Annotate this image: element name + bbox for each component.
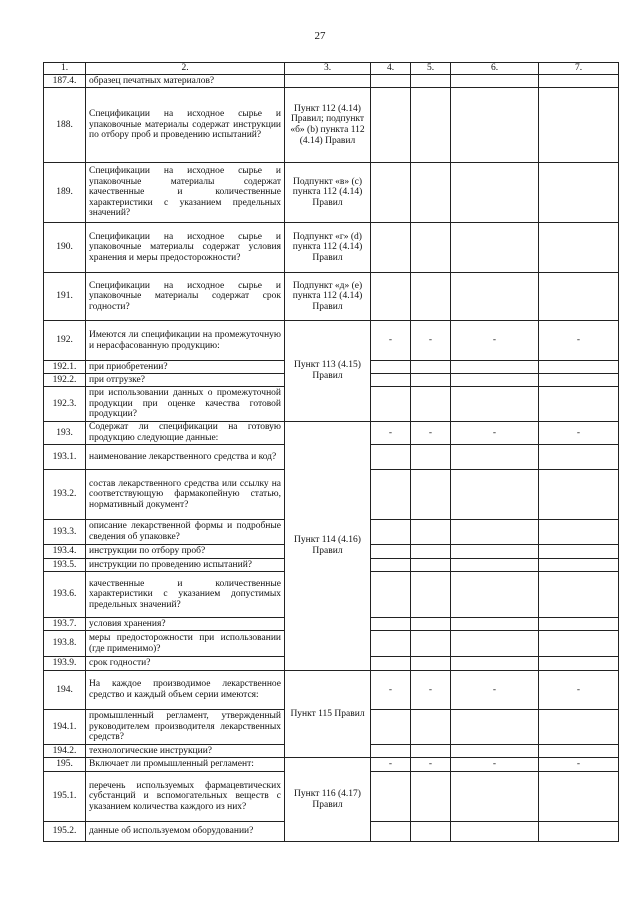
row-number: 192. — [44, 321, 86, 361]
table-row — [44, 88, 619, 163]
row-question: качественные и количественные характеристики с указанием допустимых предельных значений? — [86, 572, 285, 618]
row-reference — [285, 75, 371, 88]
row-number: 195.2. — [44, 822, 86, 842]
row-question: перечень используемых фармацевтических субстанций и вспомогательных веществ с указанием количества каждого из них? — [86, 772, 285, 822]
answer-cell-c7[interactable] — [539, 822, 619, 842]
answer-cell-c5[interactable]: - — [411, 422, 451, 445]
answer-cell-c5[interactable] — [411, 772, 451, 822]
row-question: Спецификации на исходное сырье и упаковочные материалы содержат срок годности? — [86, 273, 285, 321]
answer-cell-c5[interactable] — [411, 520, 451, 545]
answer-cell-c5[interactable]: - — [411, 758, 451, 772]
header-col-6: 6. — [451, 63, 539, 75]
row-reference: Пункт 114 (4.16) Правил — [285, 422, 371, 671]
answer-cell-c7[interactable]: - — [539, 321, 619, 361]
answer-cell-c6[interactable] — [451, 631, 539, 657]
answer-cell-c4[interactable] — [371, 163, 411, 223]
row-question: образец печатных материалов? — [86, 75, 285, 88]
answer-cell-c6[interactable] — [451, 361, 539, 374]
answer-cell-c7[interactable] — [539, 618, 619, 631]
answer-cell-c7[interactable] — [539, 88, 619, 163]
row-number: 193.6. — [44, 572, 86, 618]
table-row — [44, 321, 619, 361]
answer-cell-c4[interactable] — [371, 88, 411, 163]
row-number: 194.2. — [44, 745, 86, 758]
row-question: инструкции по отбору проб? — [86, 545, 285, 559]
row-reference: Пункт 116 (4.17) Правил — [285, 758, 371, 842]
answer-cell-c7[interactable] — [539, 361, 619, 374]
header-col-2: 2. — [86, 63, 285, 75]
answer-cell-c4[interactable] — [371, 470, 411, 520]
answer-cell-c6[interactable] — [451, 710, 539, 745]
row-question: условия хранения? — [86, 618, 285, 631]
answer-cell-c6[interactable] — [451, 618, 539, 631]
answer-cell-c7[interactable] — [539, 374, 619, 387]
row-number: 193.3. — [44, 520, 86, 545]
row-number: 193.8. — [44, 631, 86, 657]
table-row — [44, 223, 619, 273]
row-question: описание лекарственной формы и подробные сведения об упаковке? — [86, 520, 285, 545]
answer-cell-c6[interactable] — [451, 559, 539, 572]
answer-cell-c7[interactable] — [539, 223, 619, 273]
row-question: технологические инструкции? — [86, 745, 285, 758]
row-question: наименование лекарственного средства и код? — [86, 445, 285, 470]
answer-cell-c4[interactable] — [371, 572, 411, 618]
answer-cell-c7[interactable] — [539, 745, 619, 758]
row-question: при использовании данных о промежуточной продукции при оценке качества готовой продукции? — [86, 387, 285, 422]
answer-cell-c4[interactable] — [371, 445, 411, 470]
answer-cell-c5[interactable] — [411, 273, 451, 321]
answer-cell-c4[interactable] — [371, 387, 411, 422]
row-question: при приобретении? — [86, 361, 285, 374]
row-reference: Пункт 112 (4.14) Правил; подпункт «б» (b) пункта 112 (4.14) Правил — [285, 88, 371, 163]
table-row — [44, 273, 619, 321]
row-number: 192.1. — [44, 361, 86, 374]
row-number: 195. — [44, 758, 86, 772]
answer-cell-c7[interactable]: - — [539, 758, 619, 772]
row-question: Спецификации на исходное сырье и упаковочные материалы содержат инструкции по отбору проб и проведению испытаний? — [86, 88, 285, 163]
answer-cell-c4[interactable] — [371, 657, 411, 671]
row-number: 187.4. — [44, 75, 86, 88]
answer-cell-c6[interactable] — [451, 88, 539, 163]
header-col-1: 1. — [44, 63, 86, 75]
answer-cell-c5[interactable] — [411, 470, 451, 520]
answer-cell-c7[interactable] — [539, 387, 619, 422]
row-question: меры предосторожности при использовании (где применимо)? — [86, 631, 285, 657]
answer-cell-c4[interactable] — [371, 361, 411, 374]
row-question: Содержат ли спецификации на готовую продукцию следующие данные: — [86, 422, 285, 445]
table-header-row — [44, 63, 619, 75]
answer-cell-c7[interactable] — [539, 772, 619, 822]
table-row — [44, 671, 619, 710]
answer-cell-c5[interactable] — [411, 223, 451, 273]
answer-cell-c4[interactable] — [371, 822, 411, 842]
answer-cell-c7[interactable] — [539, 559, 619, 572]
answer-cell-c7[interactable] — [539, 710, 619, 745]
row-number: 193.9. — [44, 657, 86, 671]
answer-cell-c5[interactable] — [411, 631, 451, 657]
answer-cell-c4[interactable] — [371, 559, 411, 572]
answer-cell-c5[interactable]: - — [411, 671, 451, 710]
row-number: 193.7. — [44, 618, 86, 631]
answer-cell-c4[interactable] — [371, 273, 411, 321]
answer-cell-c6[interactable] — [451, 822, 539, 842]
answer-cell-c7[interactable]: - — [539, 671, 619, 710]
row-number: 193. — [44, 422, 86, 445]
answer-cell-c4[interactable] — [371, 374, 411, 387]
page-number: 27 — [314, 30, 326, 42]
answer-cell-c7[interactable]: - — [539, 422, 619, 445]
row-question: промышленный регламент, утвержденный руководителем производителя лекарственных средств? — [86, 710, 285, 745]
answer-cell-c6[interactable] — [451, 772, 539, 822]
answer-cell-c6[interactable] — [451, 223, 539, 273]
row-number: 192.3. — [44, 387, 86, 422]
answer-cell-c7[interactable] — [539, 572, 619, 618]
answer-cell-c6[interactable] — [451, 657, 539, 671]
table-row — [44, 163, 619, 223]
header-col-5: 5. — [411, 63, 451, 75]
answer-cell-c6[interactable] — [451, 75, 539, 88]
row-number: 195.1. — [44, 772, 86, 822]
row-question: Спецификации на исходное сырье и упаковочные материалы содержат условия хранения и меры предосторожности? — [86, 223, 285, 273]
answer-cell-c5[interactable] — [411, 618, 451, 631]
answer-cell-c5[interactable] — [411, 88, 451, 163]
row-number: 194.1. — [44, 710, 86, 745]
answer-cell-c4[interactable] — [371, 772, 411, 822]
answer-cell-c4[interactable]: - — [371, 321, 411, 361]
header-col-4: 4. — [371, 63, 411, 75]
answer-cell-c4[interactable] — [371, 710, 411, 745]
answer-cell-c5[interactable] — [411, 559, 451, 572]
table-row — [44, 422, 619, 445]
header-col-7: 7. — [539, 63, 619, 75]
table-row — [44, 75, 619, 88]
row-number: 189. — [44, 163, 86, 223]
answer-cell-c6[interactable]: - — [451, 671, 539, 710]
answer-cell-c4[interactable] — [371, 631, 411, 657]
row-question: На каждое производимое лекарственное средство и каждый объем серии имеются: — [86, 671, 285, 710]
answer-cell-c5[interactable] — [411, 374, 451, 387]
answer-cell-c6[interactable] — [451, 545, 539, 559]
answer-cell-c4[interactable]: - — [371, 671, 411, 710]
answer-cell-c4[interactable]: - — [371, 758, 411, 772]
row-number: 192.2. — [44, 374, 86, 387]
row-number: 193.1. — [44, 445, 86, 470]
row-reference: Подпункт «г» (d) пункта 112 (4.14) Правил — [285, 223, 371, 273]
row-question: срок годности? — [86, 657, 285, 671]
row-number: 188. — [44, 88, 86, 163]
answer-cell-c4[interactable] — [371, 745, 411, 758]
answer-cell-c5[interactable] — [411, 822, 451, 842]
row-reference: Пункт 113 (4.15) Правил — [285, 321, 371, 422]
answer-cell-c5[interactable] — [411, 361, 451, 374]
answer-cell-c6[interactable] — [451, 163, 539, 223]
row-number: 193.4. — [44, 545, 86, 559]
answer-cell-c7[interactable] — [539, 631, 619, 657]
answer-cell-c6[interactable] — [451, 374, 539, 387]
answer-cell-c4[interactable] — [371, 223, 411, 273]
row-question: инструкции по проведению испытаний? — [86, 559, 285, 572]
answer-cell-c7[interactable] — [539, 657, 619, 671]
answer-cell-c6[interactable]: - — [451, 422, 539, 445]
answer-cell-c6[interactable] — [451, 470, 539, 520]
answer-cell-c5[interactable] — [411, 163, 451, 223]
answer-cell-c7[interactable] — [539, 545, 619, 559]
answer-cell-c4[interactable] — [371, 520, 411, 545]
row-number: 194. — [44, 671, 86, 710]
answer-cell-c4[interactable] — [371, 75, 411, 88]
answer-cell-c5[interactable] — [411, 657, 451, 671]
row-number: 191. — [44, 273, 86, 321]
answer-cell-c5[interactable] — [411, 745, 451, 758]
answer-cell-c6[interactable]: - — [451, 758, 539, 772]
row-reference: Подпункт «в» (с) пункта 112 (4.14) Правил — [285, 163, 371, 223]
answer-cell-c4[interactable] — [371, 618, 411, 631]
row-number: 190. — [44, 223, 86, 273]
answer-cell-c7[interactable] — [539, 520, 619, 545]
answer-cell-c4[interactable] — [371, 545, 411, 559]
answer-cell-c7[interactable] — [539, 75, 619, 88]
row-question: данные об используемом оборудовании? — [86, 822, 285, 842]
answer-cell-c7[interactable] — [539, 163, 619, 223]
answer-cell-c5[interactable] — [411, 387, 451, 422]
row-question: при отгрузке? — [86, 374, 285, 387]
row-reference: Подпункт «д» (е) пункта 112 (4.14) Правил — [285, 273, 371, 321]
answer-cell-c6[interactable] — [451, 445, 539, 470]
row-question: состав лекарственного средства или ссылку на соответствующую фармакопейную статью, нормативный документ? — [86, 470, 285, 520]
answer-cell-c6[interactable] — [451, 520, 539, 545]
answer-cell-c6[interactable] — [451, 745, 539, 758]
answer-cell-c6[interactable] — [451, 387, 539, 422]
row-question: Имеются ли спецификации на промежуточную и нерасфасованную продукцию: — [86, 321, 285, 361]
row-number: 193.5. — [44, 559, 86, 572]
answer-cell-c7[interactable] — [539, 445, 619, 470]
answer-cell-c7[interactable] — [539, 470, 619, 520]
answer-cell-c5[interactable] — [411, 445, 451, 470]
answer-cell-c4[interactable]: - — [371, 422, 411, 445]
answer-cell-c5[interactable] — [411, 572, 451, 618]
table-row — [44, 758, 619, 772]
answer-cell-c5[interactable] — [411, 545, 451, 559]
answer-cell-c5[interactable] — [411, 710, 451, 745]
answer-cell-c6[interactable] — [451, 572, 539, 618]
row-question: Включает ли промышленный регламент: — [86, 758, 285, 772]
answer-cell-c5[interactable] — [411, 75, 451, 88]
answer-cell-c6[interactable] — [451, 273, 539, 321]
answer-cell-c6[interactable]: - — [451, 321, 539, 361]
checklist-table — [43, 62, 619, 842]
header-col-3: 3. — [285, 63, 371, 75]
row-reference: Пункт 115 Правил — [285, 671, 371, 758]
row-number: 193.2. — [44, 470, 86, 520]
answer-cell-c5[interactable]: - — [411, 321, 451, 361]
row-question: Спецификации на исходное сырье и упаковочные материалы содержат качественные и количественные характеристики с указанием предельных значений? — [86, 163, 285, 223]
answer-cell-c7[interactable] — [539, 273, 619, 321]
